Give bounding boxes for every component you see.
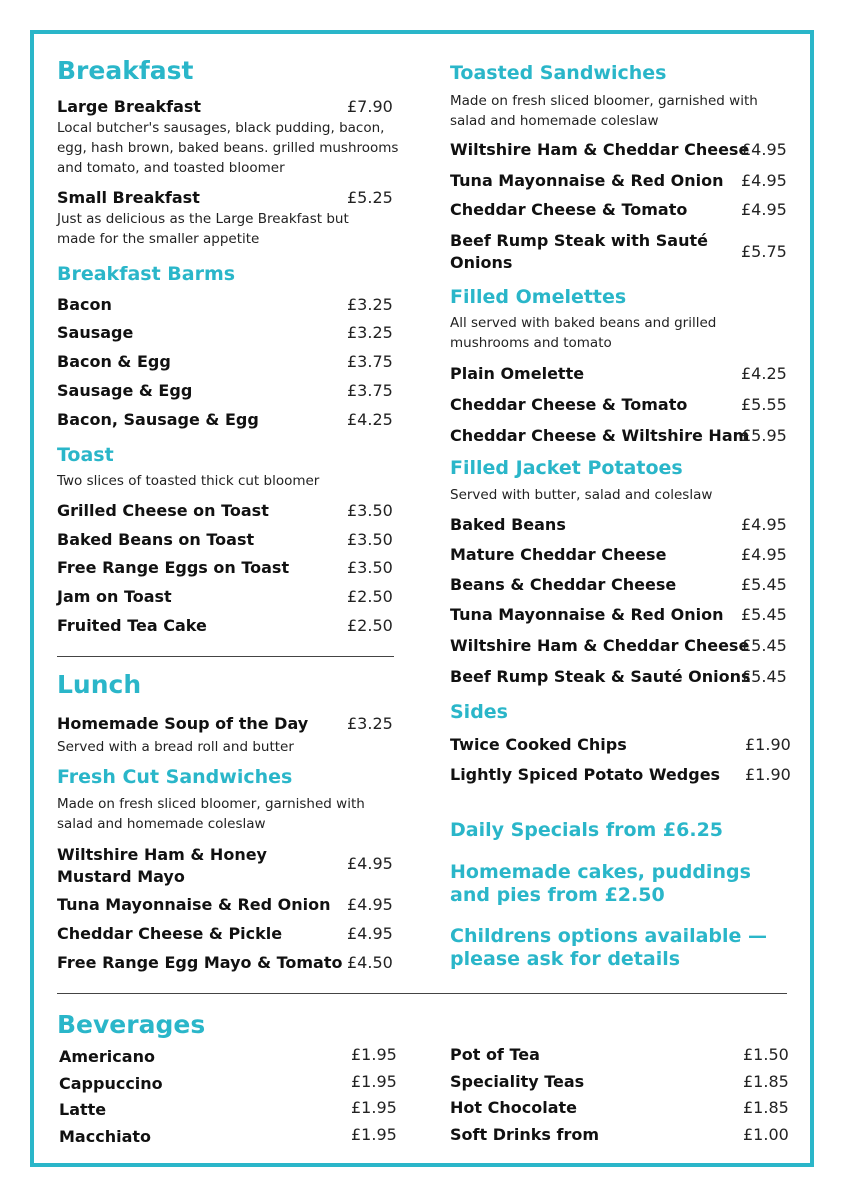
menu-item-price: £3.75 — [347, 381, 393, 400]
soup-desc: Served with a bread roll and butter — [57, 739, 294, 755]
breakfast-barms-heading: Breakfast Barms — [57, 263, 236, 285]
menu-item-price: £3.50 — [347, 501, 393, 520]
menu-item: Latte — [59, 1100, 107, 1119]
menu-item-price: £4.50 — [347, 953, 393, 972]
menu-item-price: £1.95 — [351, 1125, 397, 1144]
breakfast-heading: Breakfast — [57, 56, 194, 85]
menu-item: Pot of Tea — [450, 1045, 540, 1064]
omelettes-heading: Filled Omelettes — [450, 286, 627, 308]
menu-item-price: £5.75 — [741, 242, 787, 261]
menu-item-price: £4.95 — [741, 545, 787, 564]
menu-item: Mature Cheddar Cheese — [450, 545, 667, 564]
menu-item-price: £2.50 — [347, 616, 393, 635]
cakes-note: Homemade cakes, puddings and pies from £2.50 — [450, 861, 751, 906]
divider — [57, 656, 394, 657]
menu-item: Wiltshire Ham & Cheddar Cheese — [450, 636, 750, 655]
small-breakfast-price: £5.25 — [347, 188, 393, 207]
soup-price: £3.25 — [347, 714, 393, 733]
menu-item: Sausage & Egg — [57, 381, 193, 400]
menu-item-price: £4.95 — [741, 200, 787, 219]
omelettes-desc: All served with baked beans and grilled mushrooms and tomato — [450, 315, 717, 351]
menu-item: Beef Rump Steak & Sauté Onions — [450, 667, 751, 686]
menu-item-price: £1.90 — [745, 735, 791, 754]
menu-item-price: £5.45 — [741, 605, 787, 624]
divider — [57, 993, 787, 994]
toasted-sandwiches-heading: Toasted Sandwiches — [450, 62, 667, 84]
menu-item-price: £5.95 — [741, 426, 787, 445]
menu-item: Bacon, Sausage & Egg — [57, 410, 259, 429]
menu-item: Cheddar Cheese & Wiltshire Ham — [450, 426, 750, 445]
menu-item: Tuna Mayonnaise & Red Onion — [57, 895, 331, 914]
large-breakfast-desc: Local butcher's sausages, black pudding, bacon, egg, hash brown, baked beans. grilled mushrooms and tomato, and toasted bloomer — [57, 120, 399, 176]
soup-name: Homemade Soup of the Day — [57, 714, 309, 733]
menu-item-price: £3.50 — [347, 530, 393, 549]
menu-item: Grilled Cheese on Toast — [57, 501, 269, 520]
menu-item-price: £4.95 — [347, 924, 393, 943]
menu-item: Baked Beans — [450, 515, 566, 534]
menu-item: Hot Chocolate — [450, 1098, 577, 1117]
menu-item-price: £1.95 — [351, 1072, 397, 1091]
menu-item: Fruited Tea Cake — [57, 616, 207, 635]
menu-item-price: £1.95 — [351, 1098, 397, 1117]
small-breakfast-name: Small Breakfast — [57, 188, 200, 207]
menu-item: Cheddar Cheese & Tomato — [450, 395, 688, 414]
menu-item-price: £5.45 — [741, 667, 787, 686]
children-note: Childrens options available — please ask for details — [450, 925, 768, 970]
menu-item-price: £1.85 — [743, 1072, 789, 1091]
menu-item: Sausage — [57, 323, 134, 342]
toast-desc: Two slices of toasted thick cut bloomer — [57, 473, 320, 489]
menu-item-price: £4.95 — [741, 515, 787, 534]
menu-item: Soft Drinks from — [450, 1125, 599, 1144]
menu-item: Macchiato — [59, 1127, 151, 1146]
jackets-heading: Filled Jacket Potatoes — [450, 457, 683, 479]
menu-item-price: £2.50 — [347, 587, 393, 606]
menu-item-price: £5.45 — [741, 636, 787, 655]
menu-item-price: £4.25 — [741, 364, 787, 383]
menu-item: Twice Cooked Chips — [450, 735, 627, 754]
menu-item: Free Range Eggs on Toast — [57, 558, 290, 577]
menu-item-price: £3.25 — [347, 295, 393, 314]
menu-item: Bacon & Egg — [57, 352, 171, 371]
menu-item: Plain Omelette — [450, 364, 585, 383]
menu-item-price: £1.90 — [745, 765, 791, 784]
toasted-sandwiches-desc: Made on fresh sliced bloomer, garnished with salad and homemade coleslaw — [450, 93, 758, 129]
jackets-desc: Served with butter, salad and coleslaw — [450, 487, 713, 503]
menu-item: Bacon — [57, 295, 112, 314]
menu-item: Tuna Mayonnaise & Red Onion — [450, 171, 724, 190]
menu-item-price: £1.50 — [743, 1045, 789, 1064]
specials-note: Daily Specials from £6.25 — [450, 819, 724, 841]
menu-item: Jam on Toast — [57, 587, 172, 606]
toast-heading: Toast — [57, 444, 114, 466]
menu-item: Speciality Teas — [450, 1072, 585, 1091]
menu-item: Cheddar Cheese & Tomato — [450, 200, 688, 219]
menu-item: Wiltshire Ham & Honey Mustard Mayo — [57, 845, 267, 886]
fresh-sandwiches-heading: Fresh Cut Sandwiches — [57, 766, 293, 788]
fresh-sandwiches-desc: Made on fresh sliced bloomer, garnished with salad and homemade coleslaw — [57, 796, 365, 832]
menu-item: Lightly Spiced Potato Wedges — [450, 765, 721, 784]
menu-item: Tuna Mayonnaise & Red Onion — [450, 605, 724, 624]
menu-item-price: £5.45 — [741, 575, 787, 594]
menu-item-price: £4.95 — [347, 854, 393, 873]
menu-item-price: £1.85 — [743, 1098, 789, 1117]
lunch-heading: Lunch — [57, 670, 142, 699]
menu-item-price: £4.95 — [347, 895, 393, 914]
menu-item: Baked Beans on Toast — [57, 530, 255, 549]
menu-item: Americano — [59, 1047, 155, 1066]
menu-item-price: £1.95 — [351, 1045, 397, 1064]
menu-item-price: £5.55 — [741, 395, 787, 414]
small-breakfast-desc: Just as delicious as the Large Breakfast but made for the smaller appetite — [57, 211, 349, 247]
menu-item: Cappuccino — [59, 1074, 163, 1093]
menu-item-price: £4.95 — [741, 140, 787, 159]
menu-item-price: £4.95 — [741, 171, 787, 190]
sides-heading: Sides — [450, 701, 508, 723]
menu-item-price: £3.25 — [347, 323, 393, 342]
large-breakfast-price: £7.90 — [347, 97, 393, 116]
menu-item: Wiltshire Ham & Cheddar Cheese — [450, 140, 750, 159]
large-breakfast-name: Large Breakfast — [57, 97, 202, 116]
menu-item: Beans & Cheddar Cheese — [450, 575, 677, 594]
menu-item: Beef Rump Steak with Sauté Onions — [450, 231, 708, 272]
menu-item-price: £3.75 — [347, 352, 393, 371]
menu-item: Free Range Egg Mayo & Tomato — [57, 953, 343, 972]
menu-item: Cheddar Cheese & Pickle — [57, 924, 283, 943]
menu-item-price: £3.50 — [347, 558, 393, 577]
beverages-heading: Beverages — [57, 1010, 206, 1039]
menu-item-price: £4.25 — [347, 410, 393, 429]
menu-item-price: £1.00 — [743, 1125, 789, 1144]
